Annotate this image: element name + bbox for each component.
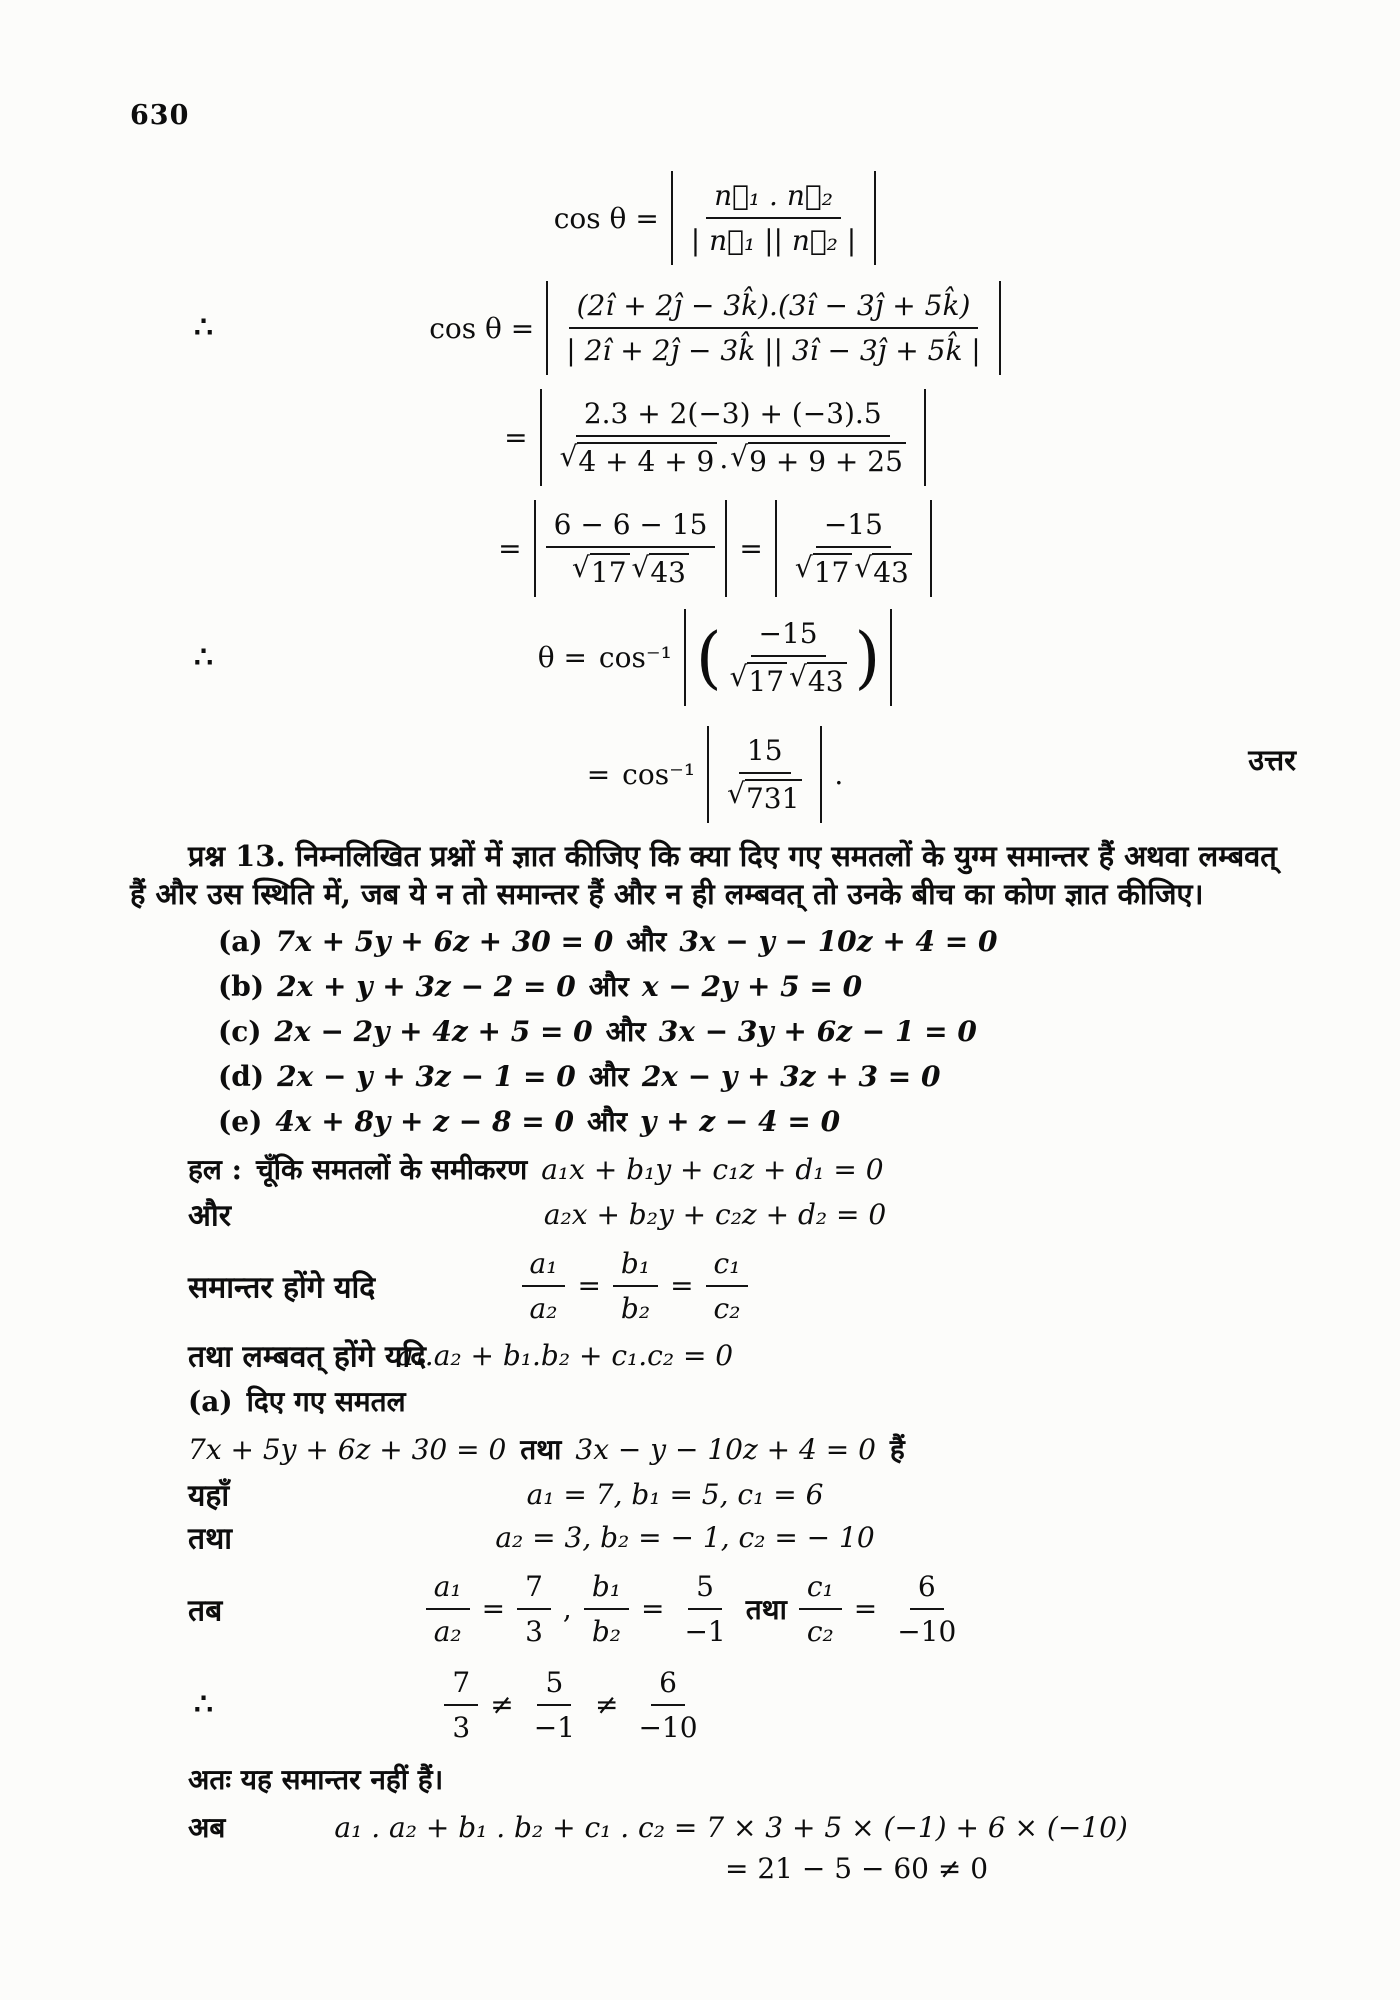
fraction-5-neg1 <box>526 1664 583 1746</box>
list-item <box>218 967 1300 1005</box>
item-label: (d) <box>218 1059 265 1093</box>
dot-product-equation: a₁ . a₂ + b₁ . b₂ + c₁ . c₂ = 7 × 3 + 5 × (−1) + 6 × (−10) <box>334 1810 1128 1844</box>
plane-equation-left: 7x + 5y + 6z + 30 = 0 <box>275 924 614 958</box>
solution-intro-row <box>188 1150 1300 1188</box>
plane-equation-right: 3x − y − 10z + 4 = 0 <box>679 924 998 958</box>
absolute-value-bars <box>707 726 822 823</box>
denominator <box>552 437 914 480</box>
conclusion-not-parallel <box>188 1760 1300 1798</box>
equals-sign: = <box>586 758 611 791</box>
numerator: n⃗₁ . n⃗₂ <box>706 177 841 219</box>
numerator: −15 <box>816 506 891 548</box>
numerator: 6 <box>910 1568 944 1610</box>
coefficients-row-2 <box>130 1520 1300 1557</box>
radical-sign: √ <box>794 551 813 584</box>
answer-label: उत्तर <box>1248 743 1296 777</box>
square-root <box>854 553 911 589</box>
fraction-b1-b2 <box>584 1568 629 1650</box>
equation-final-answer <box>130 726 1300 823</box>
plane-equation-left: 2x − y + 3z − 1 = 0 <box>277 1059 576 1093</box>
radicand: 43 <box>872 553 912 589</box>
radicand: 17 <box>813 553 853 589</box>
also-label: तथा <box>188 1521 233 1557</box>
radicand: 17 <box>747 662 787 698</box>
now-label: अब <box>188 1810 226 1844</box>
radical-sign: √ <box>572 551 590 584</box>
denominator: | 2î + 2ĵ − 3k̂ || 3î − 3ĵ + 5k̂ | <box>566 334 981 367</box>
conjunction: और <box>626 924 667 958</box>
not-equal-sign: ≠ <box>490 1688 514 1722</box>
equals-sign: = <box>504 421 528 454</box>
absolute-value-bars <box>540 389 926 486</box>
dot-separator: . <box>719 442 729 475</box>
square-root <box>795 553 852 589</box>
absolute-value-bars <box>775 500 932 597</box>
conjunction: और <box>605 1014 646 1048</box>
radicand: 43 <box>807 662 847 698</box>
conjunction: तथा <box>745 1592 787 1626</box>
conjunction: और <box>588 969 629 1003</box>
conjunction: और <box>588 1059 629 1093</box>
dot-product-result-row <box>725 1852 1300 1885</box>
equation-cos-theta-vectors <box>130 281 1300 375</box>
question-line-1: प्रश्न 13. निम्नलिखित प्रश्नों में ज्ञात कीजिए कि क्या दिए गए समतलों के युग्म समान्तर हैं अथवा लम्बवत् <box>188 839 1277 873</box>
equals-sign: = <box>481 1592 506 1626</box>
radical-sign: √ <box>730 440 749 473</box>
item-label: (a) <box>218 924 263 958</box>
perpendicular-condition-row <box>130 1338 1300 1375</box>
numerator: 15 <box>739 732 791 774</box>
parallel-condition-row <box>130 1245 1300 1327</box>
parallel-condition-label: समान्तर होंगे यदि <box>188 1270 376 1306</box>
denominator: | n⃗₁ || n⃗₂ | <box>690 224 857 257</box>
item-label: (b) <box>218 969 265 1003</box>
equation-simplified <box>130 500 1300 597</box>
conjunction: तथा <box>520 1432 562 1466</box>
numerator: 6 <box>651 1664 685 1706</box>
plane-equation-left: 2x − 2y + 4z + 5 = 0 <box>274 1014 593 1048</box>
square-root <box>727 779 802 815</box>
period: . <box>834 758 844 791</box>
radicand: 731 <box>745 779 802 815</box>
numerator: b₁ <box>584 1568 629 1610</box>
absolute-value-bars <box>534 500 728 597</box>
denominator: c₂ <box>806 1614 834 1648</box>
numerator: 7 <box>517 1568 551 1610</box>
radical-sign: √ <box>559 440 578 473</box>
coefficients-plane-1: a₁ = 7, b₁ = 5, c₁ = 6 <box>526 1477 824 1511</box>
therefore-symbol: ∴ <box>194 310 214 346</box>
numerator: 7 <box>444 1664 478 1706</box>
square-root <box>632 553 689 589</box>
numerator: c₁ <box>799 1568 842 1610</box>
fraction-6-neg10 <box>630 1664 705 1746</box>
coefficients-row-1 <box>130 1477 1300 1514</box>
equation-theta-inverse-cos <box>130 609 1300 706</box>
absolute-value-bars <box>684 609 892 706</box>
list-item <box>218 1057 1300 1095</box>
perpendicular-condition-equation: a₁.a₂ + b₁.b₂ + c₁.c₂ = 0 <box>396 1338 734 1372</box>
fraction-b1-b2 <box>613 1245 658 1327</box>
fraction <box>683 177 864 259</box>
denominator: 3 <box>452 1710 471 1744</box>
numerator: a₁ <box>426 1568 470 1610</box>
fraction-7-3 <box>444 1664 478 1746</box>
solution-and-row <box>130 1197 1300 1234</box>
denominator: b₂ <box>620 1291 651 1325</box>
numerator: 5 <box>688 1568 722 1610</box>
radicand: 9 + 9 + 25 <box>748 442 906 478</box>
equals-sign: = <box>853 1592 878 1626</box>
equals-sign: = <box>670 1269 694 1303</box>
denominator: −1 <box>684 1614 726 1648</box>
denominator: −10 <box>897 1614 957 1648</box>
solution-intro-text: चूँकि समतलों के समीकरण <box>255 1152 528 1186</box>
plane-equation-left: 2x + y + 3z − 2 = 0 <box>277 969 576 1003</box>
absolute-value-bars <box>671 171 876 265</box>
radical-sign: √ <box>729 660 748 693</box>
denominator: −1 <box>533 1710 575 1744</box>
not-equal-row <box>130 1664 1300 1746</box>
denominator <box>722 657 855 700</box>
item-label: (c) <box>218 1014 262 1048</box>
denominator <box>719 774 810 817</box>
theta-lhs: θ = <box>537 641 587 674</box>
absolute-value-bars <box>546 281 1000 375</box>
equation-cos-theta-general <box>130 171 1300 265</box>
list-item <box>218 922 1300 960</box>
left-parenthesis: ( <box>695 617 722 697</box>
radicand: 17 <box>590 553 630 589</box>
numerator: −15 <box>751 615 826 657</box>
numerator: a₁ <box>522 1245 566 1287</box>
then-label: तब <box>188 1593 223 1629</box>
question-13-text <box>130 837 1300 914</box>
numerator: b₁ <box>613 1245 658 1287</box>
general-plane-equation-2: a₂x + b₂y + c₂z + d₂ = 0 <box>543 1197 887 1231</box>
therefore-symbol: ∴ <box>194 1687 214 1723</box>
numerator: 5 <box>537 1664 571 1706</box>
denominator: a₂ <box>433 1614 462 1648</box>
therefore-symbol: ∴ <box>194 640 214 675</box>
general-plane-equation-1: a₁x + b₁y + c₁z + d₁ = 0 <box>541 1152 884 1186</box>
plane-equation-left: 4x + 8y + z − 8 = 0 <box>275 1104 574 1138</box>
radical-sign: √ <box>789 660 807 693</box>
numerator: 2.3 + 2(−3) + (−3).5 <box>576 395 890 437</box>
dot-product-check-row <box>188 1808 1300 1846</box>
denominator: b₂ <box>591 1614 621 1648</box>
radical-sign: √ <box>631 551 650 584</box>
planes-pair-row <box>188 1430 1300 1468</box>
fraction-a1-a2 <box>522 1245 566 1327</box>
numerator: (2î + 2ĵ − 3k̂).(3î − 3ĵ + 5k̂) <box>569 287 979 329</box>
denominator: 3 <box>525 1614 543 1648</box>
right-parenthesis: ) <box>854 617 881 697</box>
perpendicular-condition-label: तथा लम्बवत् होंगे यदि <box>188 1339 427 1375</box>
list-item <box>218 1102 1300 1140</box>
denominator: −10 <box>638 1710 698 1744</box>
fraction <box>546 506 716 591</box>
dot-product-result: = 21 − 5 − 60 ≠ 0 <box>725 1851 989 1885</box>
cos-theta-lhs: cos θ = <box>429 311 535 345</box>
plane-equation-right: y + z − 4 = 0 <box>640 1104 841 1138</box>
fraction <box>558 287 988 369</box>
plane-equation-right: 3x − 3y + 6z − 1 = 0 <box>658 1014 977 1048</box>
item-label: (e) <box>218 1104 263 1138</box>
equals-sign: = <box>640 1592 665 1626</box>
numerator: 6 − 6 − 15 <box>546 506 716 548</box>
square-root <box>730 442 906 478</box>
question-line-2: हैं और उस स्थिति में, जब ये न तो समान्तर हैं और न ही लम्बवत् तो उनके बीच का कोण ज्ञात कीजिए। <box>130 877 1204 912</box>
equation-dot-product-values <box>130 389 1300 486</box>
square-root <box>572 553 629 589</box>
conclusion-text: अतः यह समान्तर नहीं हैं। <box>188 1762 444 1796</box>
plane-equation-right: 3x − y − 10z + 4 = 0 <box>575 1432 876 1466</box>
part-label: (a) <box>188 1384 233 1418</box>
fraction-c1-c2 <box>706 1245 749 1327</box>
fraction <box>787 506 920 591</box>
radical-sign: √ <box>854 551 873 584</box>
radicand: 43 <box>649 553 689 589</box>
here-label: यहाँ <box>188 1478 230 1514</box>
list-item <box>218 1012 1300 1050</box>
square-root <box>730 662 787 698</box>
radicand: 4 + 4 + 9 <box>577 442 717 478</box>
fraction <box>552 395 914 480</box>
denominator <box>787 548 920 591</box>
denominator: a₂ <box>529 1291 558 1325</box>
page-number: 630 <box>130 100 190 131</box>
inverse-cos-function: cos⁻¹ <box>598 641 672 674</box>
equals-sign: = <box>498 532 522 565</box>
inverse-cos-function: cos⁻¹ <box>622 758 696 791</box>
denominator <box>564 548 697 591</box>
denominator: c₂ <box>713 1291 741 1325</box>
square-root <box>789 662 846 698</box>
fraction <box>719 732 810 817</box>
fraction <box>722 615 855 700</box>
coefficients-plane-2: a₂ = 3, b₂ = − 1, c₂ = − 10 <box>495 1520 875 1554</box>
conjunction: और <box>586 1104 628 1138</box>
question-options-list <box>218 922 1300 1140</box>
and-label: और <box>188 1198 231 1234</box>
square-root <box>560 442 718 478</box>
comma: , <box>562 1592 572 1626</box>
fraction-c1-c2 <box>799 1568 842 1650</box>
fraction-5-neg1 <box>676 1568 733 1650</box>
plane-equation-left: 7x + 5y + 6z + 30 = 0 <box>188 1432 507 1466</box>
equals-sign: = <box>577 1269 601 1303</box>
fraction-6-neg10 <box>889 1568 964 1650</box>
plane-equation-right: x − 2y + 5 = 0 <box>641 969 863 1003</box>
fraction-7-3 <box>517 1568 551 1650</box>
solution-label: हल : <box>188 1152 242 1186</box>
cos-theta-lhs: cos θ = <box>553 201 659 235</box>
numerator: c₁ <box>706 1245 749 1287</box>
plane-equation-right: 2x − y + 3z + 3 = 0 <box>641 1059 941 1093</box>
not-equal-sign: ≠ <box>595 1688 619 1722</box>
equals-sign: = <box>739 532 763 565</box>
ratio-row <box>130 1568 1300 1650</box>
radical-sign: √ <box>727 777 745 810</box>
suffix-text: हैं <box>889 1432 905 1466</box>
given-planes-row <box>188 1382 1300 1420</box>
fraction-a1-a2 <box>426 1568 470 1650</box>
given-planes-text: दिए गए समतल <box>246 1384 406 1418</box>
